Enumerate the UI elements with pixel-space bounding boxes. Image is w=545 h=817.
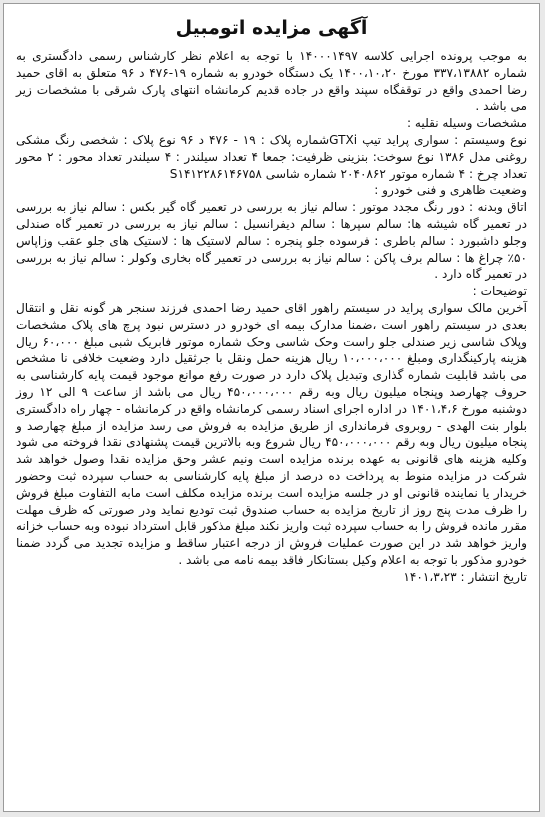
notes-paragraph: آخرین مالک سواری پراید در سیستم راهور اقای حمید رضا احمدی فرزند سنجر هر گونه نقل و انتقال بعدی در سیستم راهور است ،ضمنا مدارک بیمه ای خودرو در دسترس نبود پرچ های پلاک مشخصات وپلاک شاسی زیر صندلی جلو راست وحک شاسی وحک شماره موتور فابریک شبی مبلغ ۶۰،۰۰۰ ریال هزینه پارکینگداری ومبلغ ۱۰،۰۰۰،۰۰۰ ریال هزینه حمل ونقل با جرثقیل دارد وضعیت خلافی نا مشخص می باشد قابلیت شماره گذاری وتبدیل پلاک دارد در صورت رفع موانع موجود قیمت پایه کارشناسی به حروف چهارصد وپنجاه میلیون ریال وبه رقم ۴۵۰،۰۰۰،۰۰۰ ریال می باشد از ساعت ۹ الی ۱۲ روز دوشنبه مورخ ۱۴۰۱،۴،۶ در اداره اجرای اسناد رسمی کرمانشاه واقع در کرمانشاه - چهار راه دادگستری بلوار بنت الهدی - روبروی فرمانداری از طریق مزایده به فروش می رسد مزایده از مبلغ چهارصد و پنجاه میلیون ریال وبه رقم ۴۵۰،۰۰۰،۰۰۰ ریال شروع وبه بالاترین قیمت پشنهادی نقدا فروخته می شود وکلیه هزینه های قانونی به عهده برنده مزایده است ونیم عشر وحق مزایده نقدا وصول خواهد شد شرکت در مزایده منوط به پرداخت ده درصد از مبلغ پایه کارشناسی به حساب سپرده ثبت وحضور خریدار یا نماینده قانونی او در جلسه مزایده است برنده مزایده مکلف است مابه التفاوت مبلغ فروش را ظرف مدت پنج روز از تاریخ مزایده به حساب صندوق ثبت تودیع نماید ودر صورتی که ظرف مهلت مقرر مانده فروش را به حساب سپرده ثبت واریز نکند مبلغ مذکور قابل استرداد نبوده وبه حساب خزانه واریز خواهد شد در این صورت عملیات فروش از درجه اعتبار ساقط و مزایده تجدید می گردد ضمنا خودرو مذکور با توجه به اعلام وکیل بستانکار فاقد بیمه نامه می باشد . xyxy=(16,300,528,567)
condition-paragraph: اتاق وبدنه : دور رنگ مجدد موتور : سالم نیاز به بررسی در تعمیر گاه گیر بکس : سالم نیاز به بررسی در تعمیر گاه شیشه ها: سالم سپرها : سالم دیفرانسیل : سالم نیاز به بررسی در تعمیر گاه صندلی وجلو داشبورد : سالم باطری : فرسوده جلو پنجره : سالم لاستیک ها : لاستیک های جلو عقب وزاپاس ۵۰٪ چراغ ها : سالم برف پاکن : سالم نیاز به بررسی در تعمیر گاه بخاری وکولر : سالم نیاز به بررسی در تعمیر گاه دارد . xyxy=(16,200,527,282)
condition-heading: وضعیت ظاهری و فنی خودرو : xyxy=(374,183,527,198)
notes-heading: توضیحات : xyxy=(472,284,527,299)
vehicle-specs-heading: مشخصات وسیله نقلیه : xyxy=(407,116,527,131)
auction-notice xyxy=(3,3,540,812)
intro-paragraph: به موجب پرونده اجرایی کلاسه ۱۴۰۰۰۱۴۹۷ با توجه به اعلام نظر کارشناس رسمی دادگستری به شماره ۳۳۷،۱۳۸۸۲ مورخ ۱۴۰۰،۱۰،۲۰ یک دستگاه خودرو به شماره ۱۹-۴۷۶ د ۹۶ متعلق به اقای حمید رضا احمدی واقع در توقفگاه سپند واقع در جاده قدیم کرمانشاه انتهای پارک شرقی با مشخصات زیر می باشد . xyxy=(16,49,528,114)
notice-title: آگهی مزایده اتومبیل xyxy=(175,17,368,39)
vehicle-specs-paragraph: نوع وسیستم : سواری پراید تیپ GTXiشماره پلاک : ۱۹ - ۴۷۶ د ۹۶ نوع پلاک : شخصی رنگ مشکی روغنی مدل ۱۳۸۶ نوع سوخت: بنزینی ظرفیت: جمعا ۴ تعداد سیلندر : ۴ سیلندر تعداد محور : ۲ محور تعداد چرخ : ۴ شماره موتور ۲۰۴۰۸۶۲ شماره شاسی S۱۴۱۲۲۸۶۱۴۶۷۵۸ xyxy=(16,132,528,181)
publish-date: تاریخ انتشار : ۱۴۰۱،۳،۲۳ xyxy=(403,569,527,584)
